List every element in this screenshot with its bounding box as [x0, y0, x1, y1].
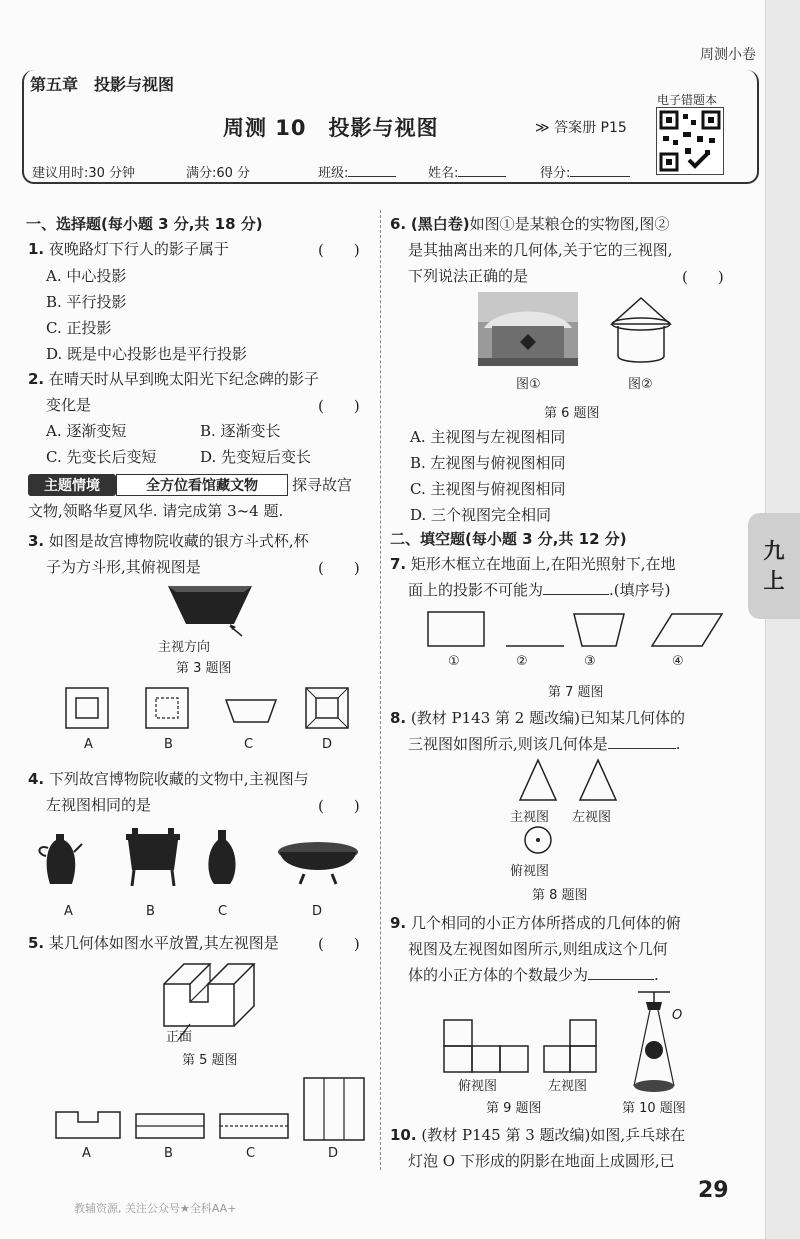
q6-granary-photo — [478, 292, 578, 366]
q6-stem-line1: 6. (黑白卷)如图①是某粮仓的实物图,图② — [390, 215, 670, 233]
q8-front-view-label: 主视图 — [510, 810, 550, 825]
grade-tab — [748, 513, 800, 619]
q7-label-4: ④ — [672, 654, 684, 669]
q7-label-3: ③ — [584, 654, 596, 669]
q3-stem-line1: 3. 如图是故宫博物院收藏的银方斗式杯,杯 — [28, 532, 309, 550]
theme-text-line2: 文物,领略华夏风华. 请完成第 3~4 题. — [28, 502, 284, 520]
q7-stem-line2: 面上的投影不可能为 .(填序号) — [408, 581, 671, 599]
q9-stem-line3: 体的小正方体的个数最少为 . — [408, 966, 659, 984]
grade-tab-line2: 上 — [763, 569, 785, 593]
theme-tag: 主题情境 — [28, 474, 116, 496]
q4-stem-line1: 4. 下列故宫博物院收藏的文物中,主视图与 — [28, 770, 309, 788]
q6-img2-label: 图② — [628, 377, 653, 392]
theme-title: 全方位看馆藏文物 — [116, 474, 288, 496]
q3-figure-caption: 第 3 题图 — [176, 661, 232, 676]
q4-letter-b: B — [146, 904, 155, 919]
q3-letter-d: D — [322, 737, 333, 752]
q5-options-figure — [54, 1076, 374, 1146]
q6-answer-paren[interactable]: ( ) — [682, 268, 724, 286]
q9-figure-caption: 第 9 题图 — [486, 1101, 542, 1116]
q4-letter-d: D — [312, 904, 323, 919]
q6-stem-line2: 是其抽离出来的几何体,关于它的三视图, — [408, 241, 673, 259]
page-number: 29 — [698, 1178, 729, 1203]
q4-artifacts-figure — [42, 826, 362, 896]
q5-figure-caption: 第 5 题图 — [182, 1053, 238, 1068]
section-fill-heading: 二、填空题(每小题 3 分,共 12 分) — [390, 530, 627, 548]
q2-stem-line2: 变化是 — [46, 396, 92, 414]
q2-option-d: D. 先变短后变长 — [200, 448, 312, 466]
score-label: 得分: — [540, 162, 630, 181]
q6-option-d: D. 三个视图完全相同 — [410, 506, 552, 524]
q3-stem-line2: 子为方斗形,其俯视图是 — [46, 558, 201, 576]
q1-option-c: C. 正投影 — [46, 319, 112, 337]
q6-img1-label: 图① — [516, 377, 541, 392]
q5-stem: 5. 某几何体如图水平放置,其左视图是 — [28, 934, 279, 952]
q9-top-view-label: 俯视图 — [458, 1079, 498, 1094]
q2-option-b: B. 逐渐变长 — [200, 422, 281, 440]
q3-view-direction: 主视方向 — [158, 640, 211, 655]
q3-answer-paren[interactable]: ( ) — [318, 559, 360, 577]
q1-option-b: B. 平行投影 — [46, 293, 127, 311]
q5-solid-figure — [160, 954, 270, 1034]
q4-answer-paren[interactable]: ( ) — [318, 797, 360, 815]
q3-letter-a: A — [84, 737, 93, 752]
section-choice-heading: 一、选择题(每小题 3 分,共 18 分) — [26, 215, 263, 233]
q7-shapes-figure — [424, 610, 724, 650]
q10-stem-line1: 10. (教材 P145 第 3 题改编)如图,乒乓球在 — [390, 1126, 686, 1144]
q6-figure-caption: 第 6 题图 — [544, 406, 600, 421]
q5-letter-c: C — [246, 1146, 256, 1161]
q8-stem-line1: 8. (教材 P143 第 2 题改编)已知某几何体的 — [390, 709, 685, 727]
q3-letter-b: B — [164, 737, 173, 752]
q5-letter-a: A — [82, 1146, 91, 1161]
q10-figure-caption: 第 10 题图 — [622, 1101, 686, 1116]
class-label: 班级: — [318, 162, 396, 181]
page-title: 周测 10 投影与视图 — [223, 116, 439, 140]
q7-label-1: ① — [448, 654, 460, 669]
answer-reference: ≫ 答案册 P15 — [535, 120, 627, 136]
q5-letter-b: B — [164, 1146, 173, 1161]
series-label: 周测小卷 — [700, 47, 756, 63]
q4-stem-line2: 左视图相同的是 — [46, 796, 152, 814]
q2-stem-line1: 2. 在晴天时从早到晚太阳光下纪念碑的影子 — [28, 370, 319, 388]
q2-answer-paren[interactable]: ( ) — [318, 397, 360, 415]
q6-solid-figure — [606, 296, 676, 366]
full-score: 满分:60 分 — [186, 166, 251, 181]
q8-left-view-label: 左视图 — [572, 810, 612, 825]
q1-option-a: A. 中心投影 — [46, 267, 127, 285]
chapter-label: 第五章 投影与视图 — [30, 75, 175, 94]
q3-letter-c: C — [244, 737, 254, 752]
q3-options-figure — [64, 686, 364, 736]
footer-watermark: 教辅资源, 关注公众号★全科AA+ — [74, 1202, 237, 1215]
q10-bulb-label: O — [672, 1008, 683, 1023]
q1-option-d: D. 既是中心投影也是平行投影 — [46, 345, 248, 363]
grade-tab-line1: 九 — [763, 539, 785, 563]
q7-label-2: ② — [516, 654, 528, 669]
q6-option-b: B. 左视图与俯视图相同 — [410, 454, 566, 472]
q4-letter-c: C — [218, 904, 228, 919]
q5-answer-paren[interactable]: ( ) — [318, 935, 360, 953]
q6-stem-line3: 下列说法正确的是 — [408, 267, 529, 285]
q6-option-c: C. 主视图与俯视图相同 — [410, 480, 566, 498]
theme-text-line1: 探寻故宫 — [292, 476, 353, 494]
q5-front-label: 正面 — [166, 1030, 193, 1045]
q9-stem-line1: 9. 几个相同的小正方体所搭成的几何体的俯 — [390, 914, 681, 932]
qr-label: 电子错题本 — [657, 93, 718, 107]
q8-figure-caption: 第 8 题图 — [532, 888, 588, 903]
q4-letter-a: A — [64, 904, 73, 919]
q6-option-a: A. 主视图与左视图相同 — [410, 428, 566, 446]
name-label: 姓名: — [428, 162, 506, 181]
page-edge-strip — [765, 0, 800, 1239]
q8-top-view-label: 俯视图 — [510, 864, 550, 879]
suggested-time: 建议用时:30 分钟 — [32, 166, 136, 181]
q7-stem-line1: 7. 矩形木框立在地面上,在阳光照射下,在地 — [390, 555, 676, 573]
q2-option-c: C. 先变长后变短 — [46, 448, 157, 466]
q1-answer-paren[interactable]: ( ) — [318, 241, 360, 259]
q10-stem-line2: 灯泡 O 下形成的阴影在地面上成圆形,已 — [408, 1152, 675, 1170]
q5-letter-d: D — [328, 1146, 339, 1161]
q2-option-a: A. 逐渐变短 — [46, 422, 127, 440]
q8-stem-line2: 三视图如图所示,则该几何体是 . — [408, 735, 681, 753]
column-divider — [380, 210, 381, 1170]
q7-figure-caption: 第 7 题图 — [548, 685, 604, 700]
q9-stem-line2: 视图及左视图如图所示,则组成这个几何 — [408, 940, 668, 958]
q9-left-view-label: 左视图 — [548, 1079, 588, 1094]
qr-code-icon[interactable] — [656, 107, 724, 175]
q1-stem: 1. 夜晚路灯下行人的影子属于 — [28, 240, 229, 258]
